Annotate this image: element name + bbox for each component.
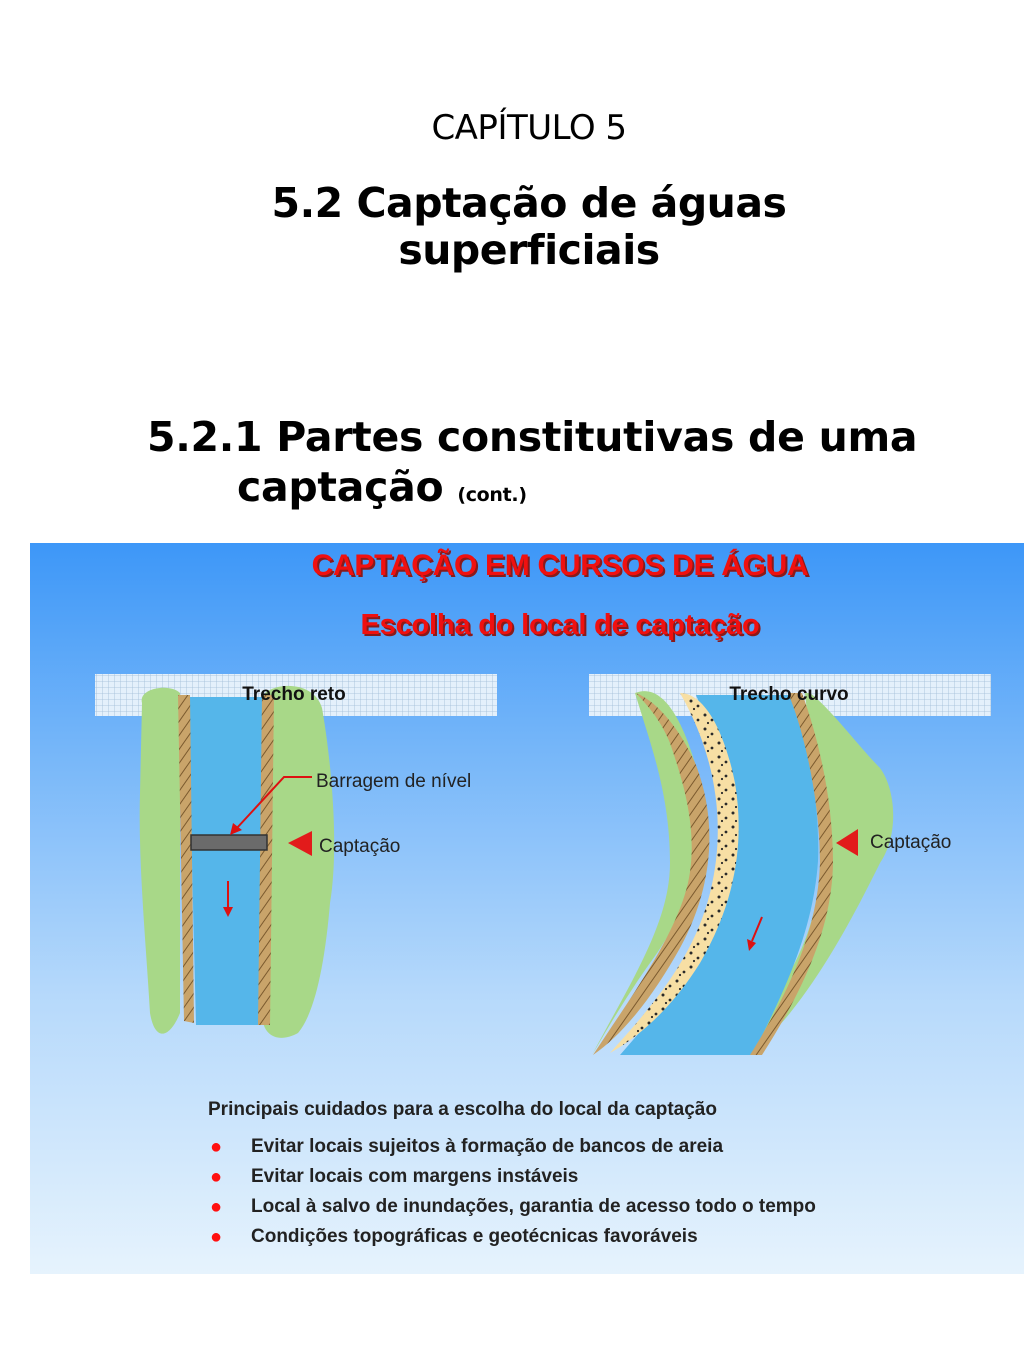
curved-reach-diagram <box>589 674 991 1055</box>
left-bank-west <box>140 688 180 1034</box>
figure-subtitle: Escolha do local de captação <box>360 609 760 641</box>
section-title <box>0 180 1024 274</box>
care-item <box>208 1162 816 1192</box>
intake-label-right: Captação <box>870 832 952 853</box>
care-item-text: Condições topográficas e geotécnicas favoráveis <box>251 1226 698 1247</box>
care-item-text: Evitar locais sujeitos à formação de bancos de areia <box>251 1136 724 1157</box>
straight-reach-diagram <box>95 674 497 1038</box>
chapter-heading: CAPÍTULO 5 <box>431 108 627 148</box>
care-section <box>208 1099 816 1252</box>
dam-label: Barragem de nível <box>316 771 472 792</box>
subsection-title <box>147 412 917 520</box>
intake-label-left: Captação <box>319 836 401 857</box>
bullet-icon: ● <box>210 1226 223 1248</box>
subsection-title-line2: captação <box>237 463 444 511</box>
figure-panel <box>30 543 1024 1274</box>
care-item-text: Local à salvo de inundações, garantia de acesso todo o tempo <box>251 1196 816 1217</box>
subsection-note: (cont.) <box>457 484 527 506</box>
care-item <box>208 1132 816 1162</box>
curved-reach-label: Trecho curvo <box>729 684 849 705</box>
straight-reach-label: Trecho reto <box>242 684 346 705</box>
bullet-icon: ● <box>210 1166 223 1188</box>
care-heading: Principais cuidados para a escolha do local da captação <box>208 1099 717 1120</box>
care-list <box>208 1132 816 1252</box>
section-title-line1: 5.2 Captação de águas <box>271 179 787 227</box>
section-title-line2: superficiais <box>398 226 660 274</box>
bullet-icon: ● <box>210 1136 223 1158</box>
subsection-title-line2-wrap <box>147 462 917 520</box>
bullet-icon: ● <box>210 1196 223 1218</box>
figure-title: CAPTAÇÃO EM CURSOS DE ÁGUA <box>311 549 809 582</box>
care-item <box>208 1192 816 1222</box>
care-item-text: Evitar locais com margens instáveis <box>251 1166 579 1187</box>
straight-river-water <box>188 697 266 1025</box>
subsection-title-line1: 5.2.1 Partes constitutivas de uma <box>147 413 918 461</box>
level-dam <box>191 835 267 850</box>
care-item <box>208 1222 816 1252</box>
